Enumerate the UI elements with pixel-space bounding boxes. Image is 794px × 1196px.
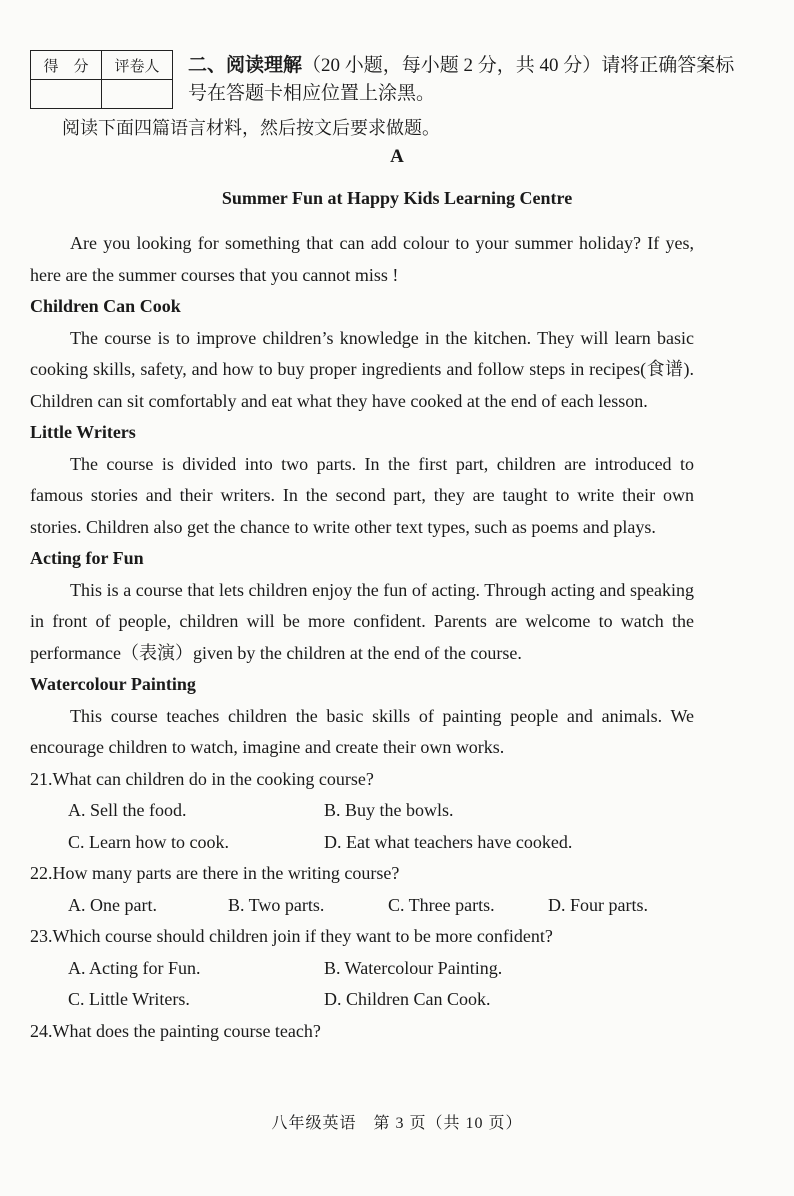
- section-heading: [188, 52, 748, 108]
- option-21-a: A. Sell the food.: [68, 800, 187, 820]
- course-title-cook: Children Can Cook: [30, 296, 181, 316]
- option-21-c: C. Learn how to cook.: [68, 831, 229, 852]
- question-21-options-row2: [30, 827, 694, 859]
- grader-cell: [102, 80, 173, 109]
- option-22-b: B. Two parts.: [228, 894, 325, 915]
- question-21: 21.What can children do in the cooking course?: [30, 768, 374, 789]
- course-text-acting: This is a course that lets children enjoy the fun of acting. Through acting and speaking in front of people, children will be more confident. Parents are welcome to watch the performance（表演）given by the children at the end of the course.: [30, 579, 694, 663]
- option-23-d: D. Children Can Cook.: [324, 989, 491, 1009]
- option-22-a: A. One part.: [68, 894, 157, 915]
- section-directions: （20 小题，每小题 2 分，共 40 分）请将正确答案标号在答题卡相应位置上涂黑。: [188, 55, 735, 104]
- question-21-options-row1: [30, 795, 694, 827]
- option-21-b: B. Buy the bowls.: [324, 800, 454, 820]
- question-24: 24.What does the painting course teach?: [30, 1020, 321, 1041]
- question-23-options-row2: [30, 984, 694, 1016]
- section-title: 二、阅读理解: [188, 55, 303, 76]
- question-22-options: [30, 890, 694, 922]
- question-22: 22.How many parts are there in the writing course?: [30, 863, 400, 883]
- passage-title: Summer Fun at Happy Kids Learning Centre: [221, 188, 573, 208]
- option-23-b: B. Watercolour Painting.: [324, 957, 503, 978]
- score-label: 得 分: [31, 51, 102, 80]
- passage-body: [30, 228, 694, 1047]
- passage-intro: Are you looking for something that can add colour to your summer holiday? If yes, here are the summer courses that you cannot miss !: [30, 233, 694, 285]
- passage-letter: A: [390, 146, 404, 167]
- option-21-d: D. Eat what teachers have cooked.: [324, 831, 573, 852]
- option-23-a: A. Acting for Fun.: [68, 957, 201, 978]
- course-text-painting: This course teaches children the basic skills of painting people and animals. We encourage children to watch, imagine and create their own works.: [30, 705, 694, 757]
- option-22-c: C. Three parts.: [388, 894, 495, 915]
- course-title-writers: Little Writers: [30, 422, 136, 442]
- option-23-c: C. Little Writers.: [68, 989, 190, 1009]
- score-table: [30, 50, 173, 109]
- course-title-acting: Acting for Fun: [30, 548, 144, 568]
- score-cell: [31, 80, 102, 109]
- page-footer: 八年级英语 第 3 页（共 10 页）: [271, 1115, 523, 1132]
- course-text-writers: The course is divided into two parts. In the first part, children are introduced to famous stories and their writers. In the second part, they are taught to write their own stories. Children also get the chance to write other text types, such as poems and plays.: [30, 453, 694, 537]
- option-22-d: D. Four parts.: [548, 894, 648, 915]
- question-23: 23.Which course should children join if they want to be more confident?: [30, 926, 553, 946]
- question-23-options-row1: [30, 953, 694, 985]
- reading-instruction: 阅读下面四篇语言材料，然后按文后要求做题。: [62, 118, 440, 138]
- course-title-painting: Watercolour Painting: [30, 674, 196, 694]
- grader-label: 评卷人: [102, 51, 173, 80]
- course-text-cook: The course is to improve children’s knowledge in the kitchen. They will learn basic cooking skills, safety, and how to buy proper ingredients and follow steps in recipes(食谱). Children can sit comfortably and eat what they have cooked at the end of each lesson.: [30, 327, 694, 411]
